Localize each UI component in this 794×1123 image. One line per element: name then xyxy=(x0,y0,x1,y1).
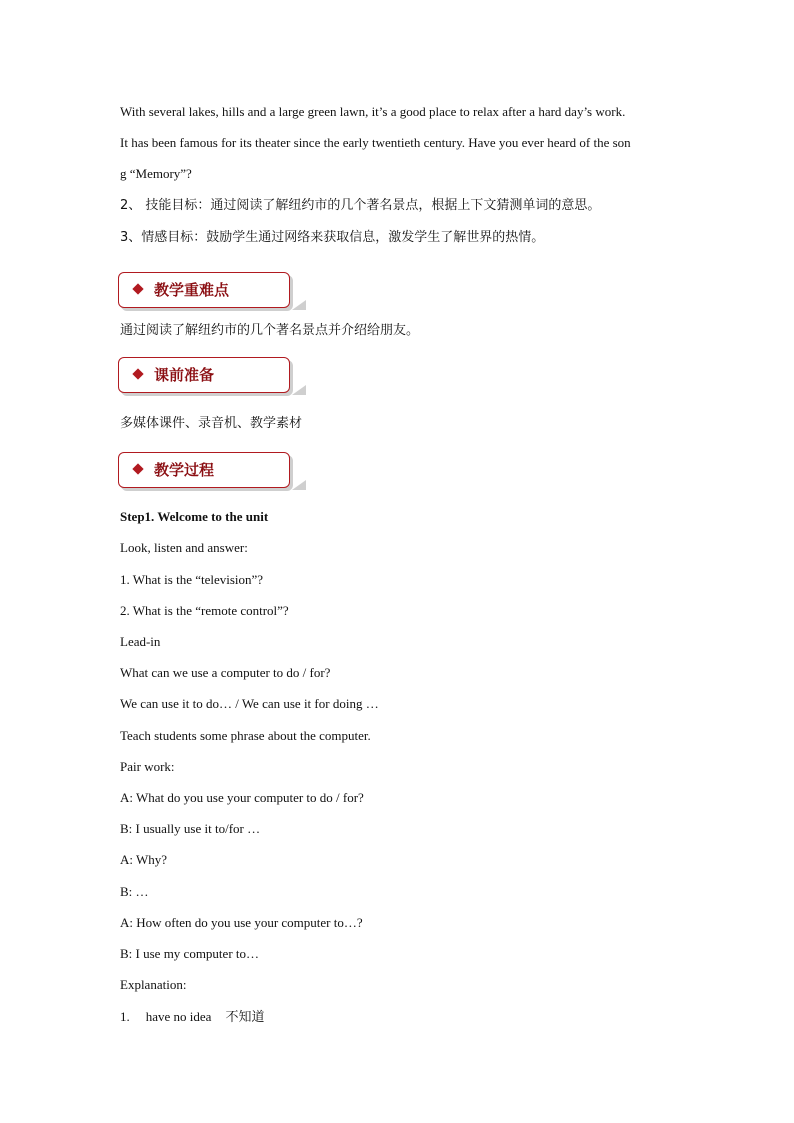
process-line: A: How often do you use your computer to…? xyxy=(120,915,363,930)
process-line: Explanation: xyxy=(120,977,187,992)
explanation-number: 1. xyxy=(120,1009,130,1024)
section-header-process xyxy=(118,452,308,490)
process-line: B: … xyxy=(120,884,149,899)
skill-goal: 2、 技能目标：通过阅读了解纽约市的几个著名景点，根据上下文猜测单词的意思。 xyxy=(120,198,601,213)
intro-line-1: With several lakes, hills and a large green lawn, it’s a good place to relax after a hard day’s work. xyxy=(120,104,626,119)
step1-heading: Step1. Welcome to the unit xyxy=(120,509,269,524)
process-line: 2. What is the “remote control”? xyxy=(120,603,289,618)
key-points-body: 通过阅读了解纽约市的几个著名景点并介绍给朋友。 xyxy=(120,323,420,338)
section-header-key-points xyxy=(118,272,308,310)
process-line: 1. What is the “television”? xyxy=(120,572,264,587)
process-line: Pair work: xyxy=(120,759,175,774)
section-header-preparation xyxy=(118,357,308,395)
preparation-body: 多媒体课件、录音机、教学素材 xyxy=(120,416,303,431)
explanation-item xyxy=(120,1008,264,1027)
process-line: A: Why? xyxy=(120,852,168,867)
process-line: B: I usually use it to/for … xyxy=(120,821,261,836)
process-line: A: What do you use your computer to do / for? xyxy=(120,790,364,805)
process-line: What can we use a computer to do / for? xyxy=(120,665,331,680)
process-line: Look, listen and answer: xyxy=(120,540,248,555)
section-title: 教学重难点 xyxy=(154,281,230,299)
intro-line-3: g “Memory”? xyxy=(120,166,192,181)
intro-line-2: It has been famous for its theater since the early twentieth century. Have you ever heard of the son xyxy=(120,135,631,150)
emotion-goal: 3、情感目标：鼓励学生通过网络来获取信息，激发学生了解世界的热情。 xyxy=(120,230,545,245)
process-line: B: I use my computer to… xyxy=(120,946,260,961)
process-line: Lead-in xyxy=(120,634,161,649)
process-line: Teach students some phrase about the computer. xyxy=(120,728,371,743)
process-line: We can use it to do… / We can use it for doing … xyxy=(120,696,379,711)
explanation-meaning: 不知道 xyxy=(225,1010,265,1025)
explanation-phrase: have no idea xyxy=(145,1009,212,1024)
section-title: 教学过程 xyxy=(154,461,215,479)
section-title: 课前准备 xyxy=(154,366,215,384)
